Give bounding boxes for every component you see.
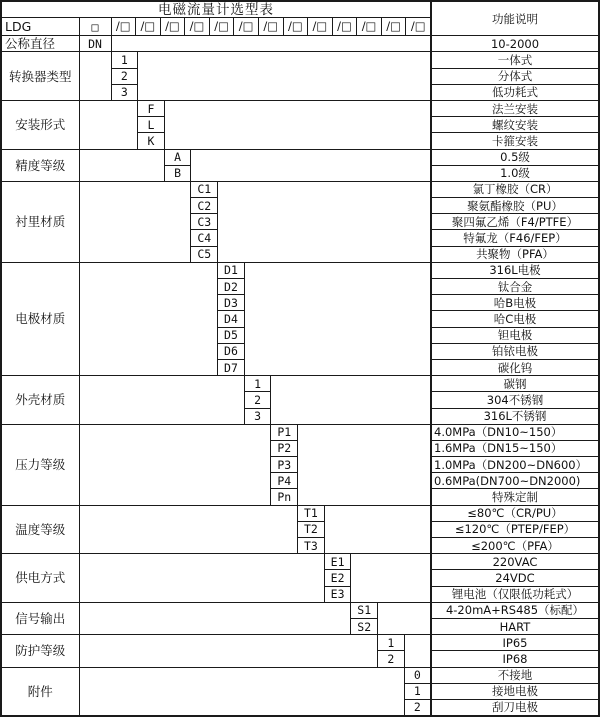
code-cell: S2 <box>351 618 378 634</box>
code-cell: D1 <box>218 262 245 278</box>
blank-cell <box>378 602 431 634</box>
blank-cell <box>164 100 431 149</box>
desc-cell: 分体式 <box>431 68 599 84</box>
blank-cell <box>111 36 431 52</box>
code-cell: E2 <box>324 570 351 586</box>
desc-cell: ≤200℃（PFA） <box>431 538 599 554</box>
model-slot: /□ <box>185 18 210 35</box>
code-cell: P1 <box>271 424 298 440</box>
code-cell: E1 <box>324 554 351 570</box>
desc-cell: 哈C电极 <box>431 311 599 327</box>
section-label: 转换器类型 <box>1 52 79 101</box>
blank-cell <box>404 635 431 667</box>
code-cell: D7 <box>218 359 245 375</box>
code-cell: 1 <box>378 635 405 651</box>
blank-cell <box>79 376 244 425</box>
desc-cell: 聚四氟乙烯（F4/PTFE） <box>431 214 599 230</box>
desc-cell: IP68 <box>431 651 599 667</box>
model-slot: /□ <box>410 19 426 34</box>
section-label: 供电方式 <box>1 554 79 603</box>
code-cell: D6 <box>218 343 245 359</box>
code-cell: 1 <box>244 376 271 392</box>
code-cell: K <box>138 133 165 149</box>
desc-cell: ≤80℃（CR/PU） <box>431 505 599 521</box>
section-label: 防护等级 <box>1 635 79 667</box>
desc-cell: IP65 <box>431 635 599 651</box>
code-cell: F <box>138 100 165 116</box>
blank-cell <box>79 52 111 101</box>
code-cell: T1 <box>298 505 325 521</box>
section-label: 信号输出 <box>1 602 79 634</box>
code-cell: A <box>164 149 191 165</box>
code-cell: DN <box>79 36 111 52</box>
blank-cell <box>351 554 431 603</box>
blank-cell <box>191 149 431 181</box>
desc-cell: 刮刀电极 <box>431 699 599 716</box>
code-cell: 2 <box>378 651 405 667</box>
model-slot: /□ <box>136 18 161 35</box>
blank-cell <box>79 554 324 603</box>
blank-cell <box>138 52 431 101</box>
blank-cell <box>244 262 431 375</box>
model-first-slot: □ <box>79 18 111 36</box>
model-slot: /□ <box>308 18 333 35</box>
model-slot: /□ <box>210 18 235 35</box>
section-label: 压力等级 <box>1 424 79 505</box>
blank-cell <box>271 376 431 425</box>
desc-cell: 一体式 <box>431 52 599 68</box>
desc-cell: 卡箍安装 <box>431 133 599 149</box>
code-cell: Pn <box>271 489 298 505</box>
code-cell: B <box>164 165 191 181</box>
desc-cell: 316L电极 <box>431 262 599 278</box>
blank-cell <box>324 505 431 554</box>
code-cell: D2 <box>218 279 245 295</box>
code-cell: T3 <box>298 538 325 554</box>
desc-cell: 法兰安装 <box>431 100 599 116</box>
desc-cell: 304不锈钢 <box>431 392 599 408</box>
desc-cell: 螺纹安装 <box>431 117 599 133</box>
desc-cell: 316L不锈钢 <box>431 408 599 424</box>
code-cell: C4 <box>191 230 218 246</box>
desc-cell: 1.6MPa（DN15~150） <box>431 440 599 456</box>
model-slot: /□ <box>284 18 309 35</box>
code-cell: C1 <box>191 181 218 197</box>
blank-cell <box>79 505 298 554</box>
blank-cell <box>79 100 138 149</box>
section-label: 附件 <box>1 667 79 716</box>
desc-cell: 1.0级 <box>431 165 599 181</box>
code-cell: T2 <box>298 521 325 537</box>
code-cell: 2 <box>111 68 138 84</box>
section-label: 温度等级 <box>1 505 79 554</box>
code-cell: E3 <box>324 586 351 602</box>
code-cell: C2 <box>191 198 218 214</box>
desc-cell: HART <box>431 618 599 634</box>
model-slot: /□ <box>259 18 284 35</box>
blank-cell <box>79 602 351 634</box>
code-cell: L <box>138 117 165 133</box>
model-slot: /□ <box>382 18 407 35</box>
desc-cell: 特氟龙（F46/FEP） <box>431 230 599 246</box>
code-cell: 1 <box>111 52 138 68</box>
model-slot: /□ <box>333 18 358 35</box>
desc-cell: 4-20mA+RS485（标配） <box>431 602 599 618</box>
desc-cell: 钛合金 <box>431 279 599 295</box>
desc-cell: 低功耗式 <box>431 84 599 100</box>
code-cell: 1 <box>404 683 431 699</box>
blank-cell <box>79 149 164 181</box>
blank-cell <box>79 181 191 262</box>
blank-cell <box>218 181 431 262</box>
desc-cell: 4.0MPa（DN10~150） <box>431 424 599 440</box>
model-slot: /□ <box>357 18 382 35</box>
section-label: 安装形式 <box>1 100 79 149</box>
desc-cell: 碳钢 <box>431 376 599 392</box>
desc-cell: 0.6MPa(DN700~DN2000) <box>431 473 599 489</box>
desc-cell: 10-2000 <box>431 36 599 52</box>
model-slot: /□ <box>112 18 137 35</box>
code-cell: P4 <box>271 473 298 489</box>
desc-cell: 哈B电极 <box>431 295 599 311</box>
desc-cell: 0.5级 <box>431 149 599 165</box>
table-title: 电磁流量计选型表 <box>1 1 431 18</box>
code-cell: 3 <box>111 84 138 100</box>
code-cell: C5 <box>191 246 218 262</box>
model-prefix: LDG <box>1 18 79 36</box>
model-slots <box>111 18 431 36</box>
blank-cell <box>79 635 378 667</box>
desc-cell: 24VDC <box>431 570 599 586</box>
blank-cell <box>298 424 431 505</box>
desc-cell: 接地电极 <box>431 683 599 699</box>
code-cell: D4 <box>218 311 245 327</box>
desc-cell: 碳化钨 <box>431 359 599 375</box>
code-cell: D3 <box>218 295 245 311</box>
desc-cell: 不接地 <box>431 667 599 683</box>
desc-cell: 共聚物（PFA） <box>431 246 599 262</box>
code-cell: 2 <box>244 392 271 408</box>
section-label: 衬里材质 <box>1 181 79 262</box>
desc-cell: 锂电池（仅限低功耗式） <box>431 586 599 602</box>
desc-cell: 聚氨酯橡胶（PU） <box>431 198 599 214</box>
code-cell: 0 <box>404 667 431 683</box>
code-cell: S1 <box>351 602 378 618</box>
code-cell: P2 <box>271 440 298 456</box>
desc-cell: 铂铱电极 <box>431 343 599 359</box>
section-label: 电极材质 <box>1 262 79 375</box>
model-slot: /□ <box>161 18 186 35</box>
desc-cell: 1.0MPa（DN200~DN600） <box>431 457 599 473</box>
code-cell: C3 <box>191 214 218 230</box>
section-label: 外壳材质 <box>1 376 79 425</box>
desc-cell: 钽电极 <box>431 327 599 343</box>
desc-cell: 220VAC <box>431 554 599 570</box>
desc-cell: ≤120℃（PTEP/FEP） <box>431 521 599 537</box>
blank-cell <box>79 262 218 375</box>
model-slot: /□ <box>234 18 259 35</box>
section-label: 公称直径 <box>1 36 79 52</box>
function-header: 功能说明 <box>431 1 599 36</box>
blank-cell <box>79 667 404 716</box>
code-cell: 3 <box>244 408 271 424</box>
blank-cell <box>79 424 271 505</box>
section-label: 精度等级 <box>1 149 79 181</box>
code-cell: P3 <box>271 457 298 473</box>
code-cell: D5 <box>218 327 245 343</box>
desc-cell: 特殊定制 <box>431 489 599 505</box>
code-cell: 2 <box>404 699 431 716</box>
desc-cell: 氯丁橡胶（CR） <box>431 181 599 197</box>
